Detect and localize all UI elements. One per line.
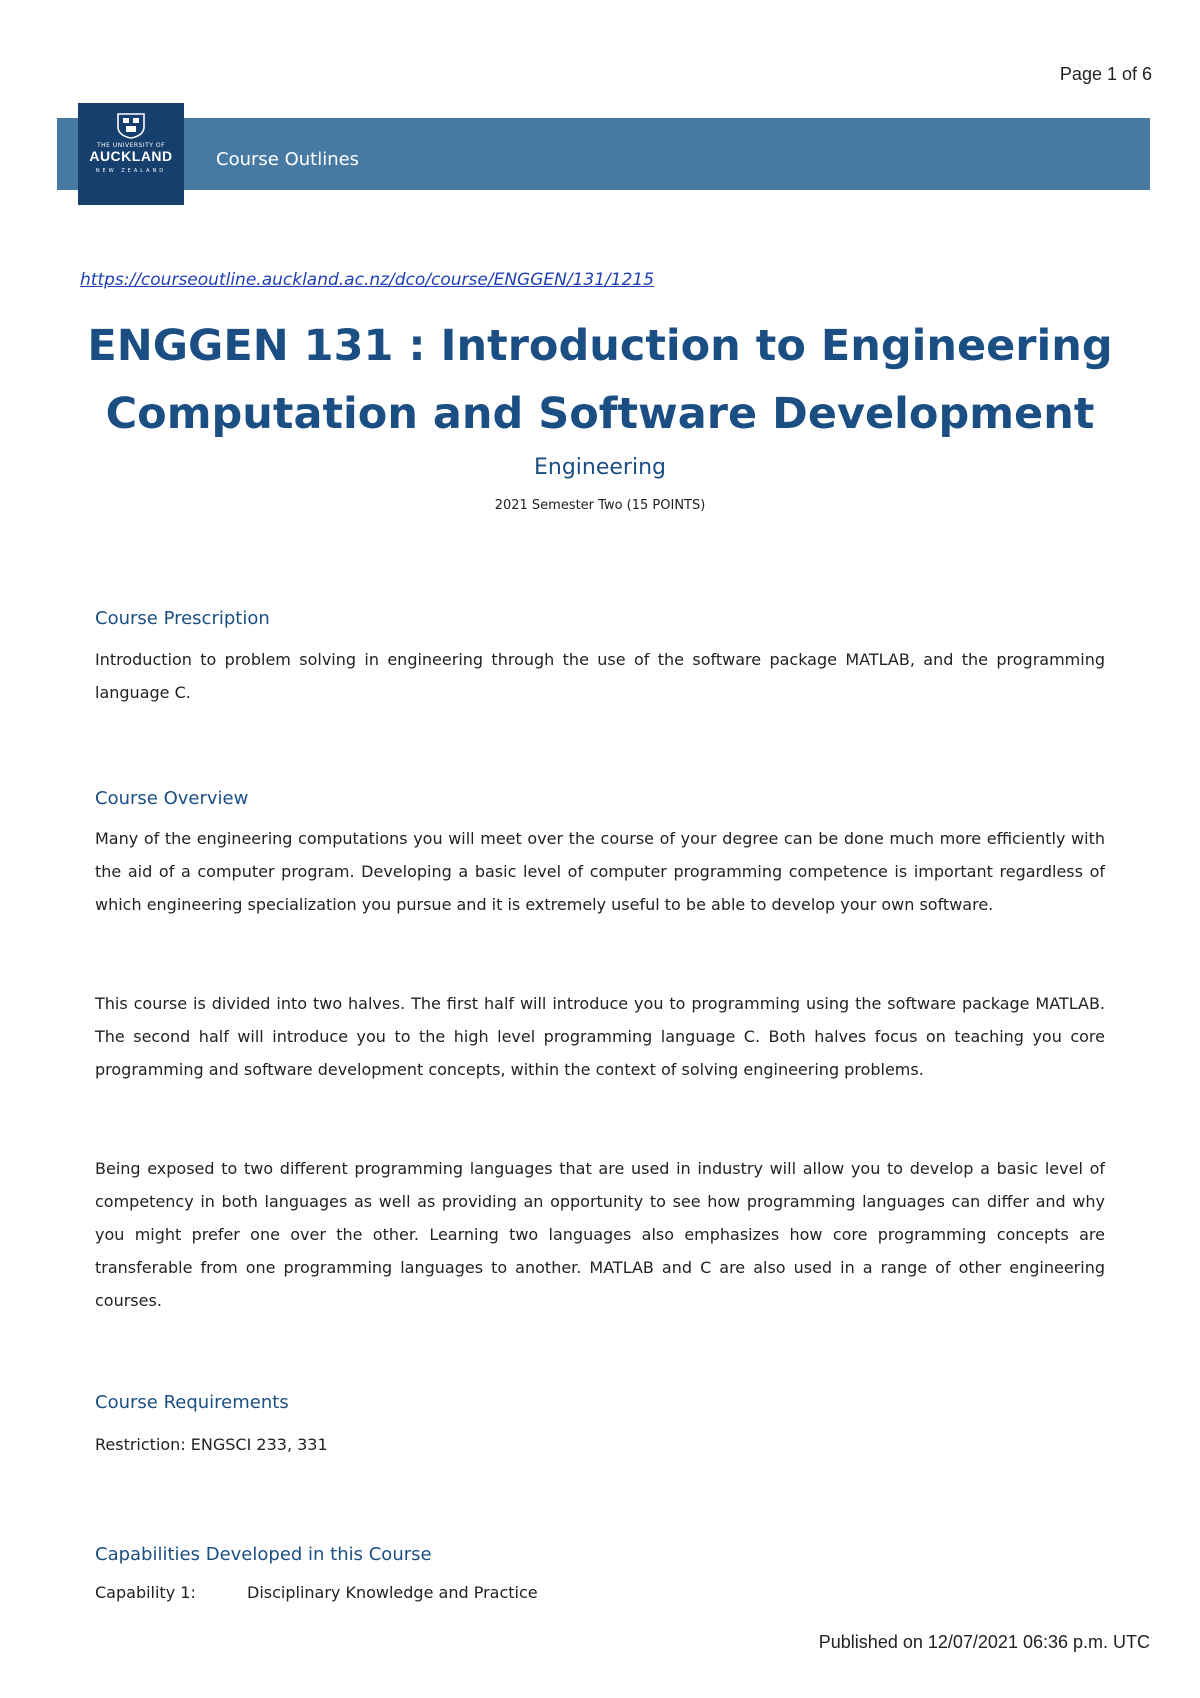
capability-item bbox=[95, 1583, 538, 1602]
published-date: Published on 12/07/2021 06:36 p.m. UTC bbox=[818, 1632, 1150, 1652]
logo-line-3: NEW ZEALAND bbox=[95, 168, 167, 174]
page-number: Page 1 of 6 bbox=[1059, 64, 1152, 84]
requirements-heading: Course Requirements bbox=[95, 1392, 289, 1413]
department: Engineering bbox=[534, 455, 666, 480]
overview-heading: Course Overview bbox=[95, 788, 249, 809]
logo-line-2: AUCKLAND bbox=[89, 148, 173, 164]
prescription-heading: Course Prescription bbox=[95, 608, 270, 629]
course-url-link[interactable]: https://courseoutline.auckland.ac.nz/dco/course/ENGGEN/131/1215 bbox=[80, 270, 655, 290]
logo-line-1: THE UNIVERSITY OF bbox=[96, 142, 166, 149]
overview-paragraph-2: This course is divided into two halves. The first half will introduce you to programming using the software package MATLAB. The second half will introduce you to the high level programming language C. Both halves focus on teaching you core programming and software development concepts, within the context of solving engineering problems. bbox=[95, 994, 1105, 1079]
university-logo[interactable] bbox=[78, 103, 184, 205]
banner-title[interactable]: Course Outlines bbox=[216, 149, 360, 170]
course-title: ENGGEN 131 : Introduction to Engineering Computation and Software Development bbox=[87, 321, 1113, 439]
overview-paragraph-3: Being exposed to two different programming languages that are used in industry will allow you to develop a basic level of competency in both languages as well as providing an opportunity to see how programming languages can differ and why you might prefer one over the other. Learning two languages also emphasizes how core programming concepts are transferable from one programming languages to another. MATLAB and C are also used in a range of other engineering courses. bbox=[95, 1159, 1105, 1310]
course-term: 2021 Semester Two (15 POINTS) bbox=[494, 498, 706, 513]
capabilities-heading: Capabilities Developed in this Course bbox=[95, 1544, 432, 1565]
overview-paragraph-1: Many of the engineering computations you will meet over the course of your degree can be done much more efficiently with the aid of a computer program. Developing a basic level of computer programming competence is important regardless of which engineering specialization you pursue and it is extremely useful to be able to develop your own software. bbox=[95, 829, 1105, 914]
crest-icon bbox=[116, 113, 146, 139]
capability-label: Capability 1: bbox=[95, 1583, 196, 1602]
capability-value: Disciplinary Knowledge and Practice bbox=[247, 1583, 538, 1602]
requirements-text: Restriction: ENGSCI 233, 331 bbox=[95, 1435, 328, 1454]
prescription-text: Introduction to problem solving in engineering through the use of the software package MATLAB, and the programming language C. bbox=[95, 650, 1105, 702]
